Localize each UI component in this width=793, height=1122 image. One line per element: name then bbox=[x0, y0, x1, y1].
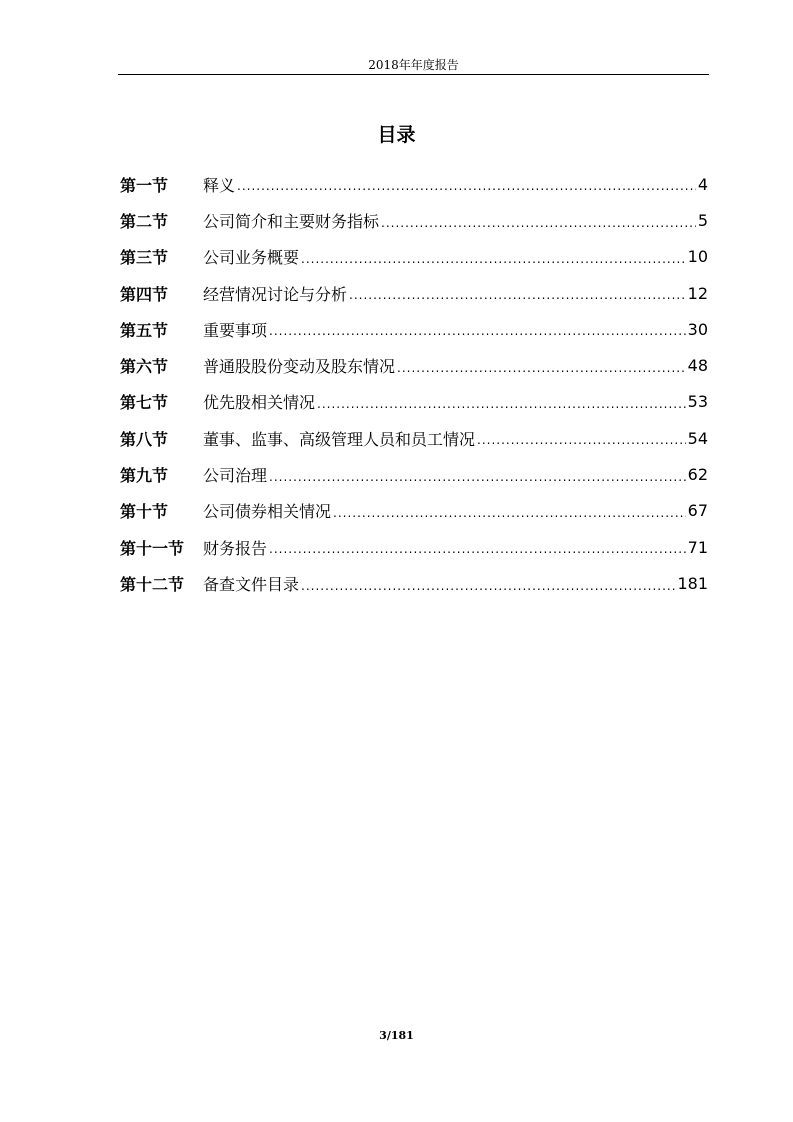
toc-leader bbox=[301, 579, 675, 602]
toc-page-number: 181 bbox=[677, 573, 708, 593]
toc-page-number: 71 bbox=[687, 537, 708, 557]
toc-section-title: 优先股相关情况 bbox=[203, 393, 316, 413]
page-indicator: 3/181 bbox=[379, 1029, 414, 1042]
toc-entry[interactable] bbox=[120, 565, 708, 601]
toc-section-title: 释义 bbox=[203, 175, 236, 195]
toc-leader bbox=[317, 397, 686, 420]
toc-leader bbox=[333, 506, 686, 529]
toc-page-number: 54 bbox=[687, 428, 708, 448]
toc-entry[interactable] bbox=[120, 239, 708, 275]
toc-section-number: 第六节 bbox=[120, 357, 169, 377]
toc-entry[interactable] bbox=[120, 420, 708, 456]
toc-leader bbox=[477, 433, 686, 456]
toc-page-number: 10 bbox=[687, 247, 708, 267]
toc-page-number: 53 bbox=[687, 392, 708, 412]
toc-section-title: 经营情况讨论与分析 bbox=[203, 284, 348, 304]
toc-page-number: 12 bbox=[687, 283, 708, 303]
toc-section-number: 第七节 bbox=[120, 393, 169, 413]
toc-section-title: 重要事项 bbox=[203, 320, 268, 340]
toc-leader bbox=[269, 470, 686, 493]
toc-section-number: 第五节 bbox=[120, 320, 169, 340]
toc-section-title: 董事、监事、高级管理人员和员工情况 bbox=[203, 429, 476, 449]
toc-section-number: 第四节 bbox=[120, 284, 169, 304]
toc-section-number: 第三节 bbox=[120, 248, 169, 268]
toc-section-title: 公司治理 bbox=[203, 466, 268, 486]
header-divider bbox=[118, 74, 709, 75]
toc-entry[interactable] bbox=[120, 529, 708, 565]
toc-leader bbox=[301, 252, 686, 275]
toc-page-number: 30 bbox=[687, 319, 708, 339]
toc-entry[interactable] bbox=[120, 311, 708, 347]
toc-leader bbox=[237, 179, 696, 202]
toc-leader bbox=[381, 216, 696, 239]
toc-section-title: 备查文件目录 bbox=[203, 574, 300, 594]
toc-section-number: 第八节 bbox=[120, 429, 169, 449]
toc-page-number: 67 bbox=[687, 501, 708, 521]
toc-leader bbox=[269, 542, 686, 565]
toc-section-title: 公司债券相关情况 bbox=[203, 502, 332, 522]
toc-section-title: 财务报告 bbox=[203, 538, 268, 558]
toc-entry[interactable] bbox=[120, 384, 708, 420]
toc-page-number: 62 bbox=[687, 465, 708, 485]
toc-entry[interactable] bbox=[120, 493, 708, 529]
table-of-contents bbox=[120, 166, 708, 602]
toc-leader bbox=[397, 361, 686, 384]
toc-section-number: 第一节 bbox=[120, 175, 169, 195]
toc-section-number: 第十二节 bbox=[120, 574, 185, 594]
toc-title: 目录 bbox=[377, 124, 416, 146]
toc-entry[interactable] bbox=[120, 202, 708, 238]
toc-page-number: 5 bbox=[697, 210, 708, 230]
toc-section-number: 第十节 bbox=[120, 502, 169, 522]
page-header: 2018年年度报告 bbox=[368, 58, 459, 72]
toc-section-number: 第九节 bbox=[120, 466, 169, 486]
toc-section-number: 第十一节 bbox=[120, 538, 185, 558]
toc-leader bbox=[349, 288, 686, 311]
toc-entry[interactable] bbox=[120, 456, 708, 492]
toc-entry[interactable] bbox=[120, 347, 708, 383]
toc-section-title: 公司简介和主要财务指标 bbox=[203, 211, 380, 231]
toc-page-number: 48 bbox=[687, 356, 708, 376]
toc-section-title: 公司业务概要 bbox=[203, 248, 300, 268]
toc-section-number: 第二节 bbox=[120, 211, 169, 231]
toc-leader bbox=[269, 324, 686, 347]
toc-page-number: 4 bbox=[697, 174, 708, 194]
toc-entry[interactable] bbox=[120, 166, 708, 202]
toc-section-title: 普通股股份变动及股东情况 bbox=[203, 357, 396, 377]
toc-entry[interactable] bbox=[120, 275, 708, 311]
